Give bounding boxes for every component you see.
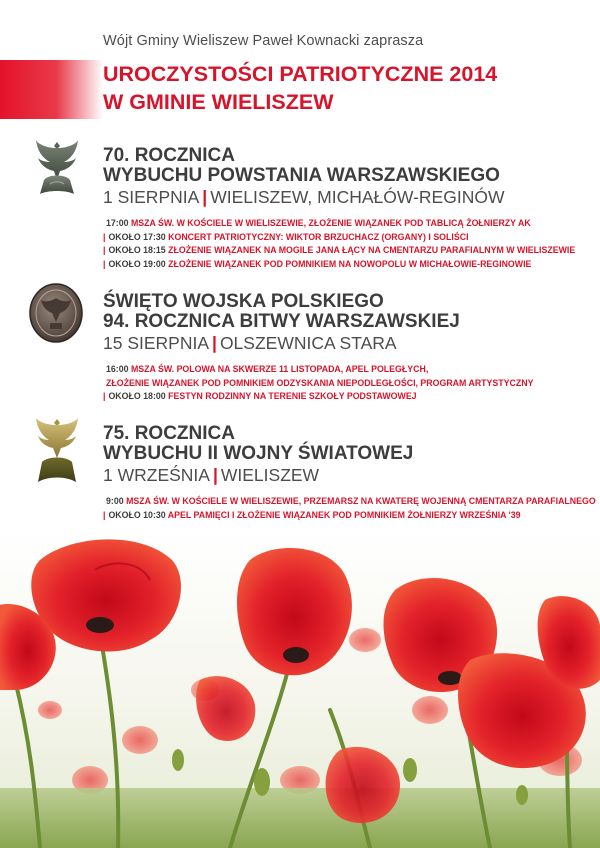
schedule-item: | OKOŁO 17:30 KONCERT PATRIOTYCZNY: WIKTOR BRZUCHACZ (ORGANY) I SOLIŚCI	[103, 231, 469, 242]
title-line-2: W GMINIE WIELISZEW	[103, 90, 334, 114]
event-2-place: OLSZEWNICA STARA	[219, 333, 397, 353]
event-block-3	[103, 424, 596, 522]
event-1-schedule	[103, 217, 575, 271]
event-block-2	[103, 292, 533, 404]
schedule-item: ZŁOŻENIE WIĄZANEK POD POMNIKIEM ODZYSKANIA NIEPODLEGŁOŚCI, PROGRAM ARTYSTYCZNY	[106, 377, 534, 388]
schedule-item: | OKOŁO 18:00 FESTYN RODZINNY NA TERENIE SZKOŁY PODSTAWOWEJ	[103, 391, 417, 401]
event-3-date-place	[103, 465, 596, 486]
event-2-title-line-2: 94. ROCZNICA BITWY WARSZAWSKIEJ	[103, 311, 460, 332]
event-1-title-line-1: 70. ROCZNICA	[103, 145, 235, 166]
event-1-separator: |	[202, 187, 208, 207]
event-1-title-line-2: WYBUCHU POWSTANIA WARSZAWSKIEGO	[103, 165, 500, 186]
event-2-date-place	[103, 333, 533, 354]
title-line-1: UROCZYSTOŚCI PATRIOTYCZNE 2014	[103, 62, 498, 86]
event-3-title-line-2: WYBUCHU II WOJNY ŚWIATOWEJ	[103, 443, 414, 464]
schedule-item: 17:00 MSZA ŚW. W KOŚCIELE W WIELISZEWIE, ZŁOŻENIE WIĄZANEK POD TABLICĄ ŻOŁNIERZY AK	[106, 218, 531, 228]
event-3-date: 1 WRZEŚNIA	[103, 465, 210, 485]
event-2-separator: |	[212, 333, 217, 353]
event-2-date: 15 SIERPNIA	[103, 333, 210, 353]
event-3-title-line-1: 75. ROCZNICA	[103, 423, 235, 444]
page-title	[103, 60, 497, 116]
schedule-item: | OKOŁO 10:30 APEL PAMIĘCI I ZŁOŻENIE WIĄZANEK POD POMNIKIEM ŻOŁNIERZY WRZEŚNIA '39	[103, 509, 521, 520]
event-2-schedule	[103, 363, 533, 404]
event-1-date: 1 SIERPNIA	[103, 187, 200, 207]
event-2-title-line-1: ŚWIĘTO WOJSKA POLSKIEGO	[103, 291, 384, 312]
event-3-separator: |	[212, 465, 218, 485]
event-block-1	[103, 146, 575, 271]
event-1-place: WIELISZEW, MICHAŁÓW-REGINÓW	[210, 187, 505, 207]
inviter-line: Wójt Gminy Wieliszew Paweł Kownacki zaprasza	[103, 33, 424, 49]
schedule-item: | OKOŁO 18:15 ZŁOŻENIE WIĄZANEK NA MOGILE JANA ŁĄCY NA CMENTARZU PARAFIALNYM W WIELISZEWIE	[103, 245, 576, 255]
red-accent-bar	[0, 60, 103, 119]
poppy-field-icon	[0, 530, 600, 848]
golden-eagle-icon	[34, 416, 80, 486]
medallion-eagle-icon	[28, 282, 84, 344]
event-3-schedule	[103, 495, 596, 522]
schedule-item: | OKOŁO 19:00 ZŁOŻENIE WIĄZANEK POD POMNIKIEM NA NOWOPOLU W MICHAŁOWIE-REGINOWIE	[103, 258, 532, 269]
schedule-item: 9:00 MSZA ŚW. W KOŚCIELE W WIELISZEWIE, PRZEMARSZ NA KWATERĘ WOJENNĄ CMENTARZA PARAFIALNEGO	[106, 496, 596, 506]
event-1-date-place	[103, 187, 575, 208]
schedule-item: 16:00 MSZA ŚW. POLOWA NA SKWERZE 11 LISTOPADA, APEL POLEGŁYCH,	[106, 364, 429, 374]
eagle-emblem-icon	[34, 138, 80, 198]
event-3-place: WIELISZEW	[220, 465, 320, 485]
